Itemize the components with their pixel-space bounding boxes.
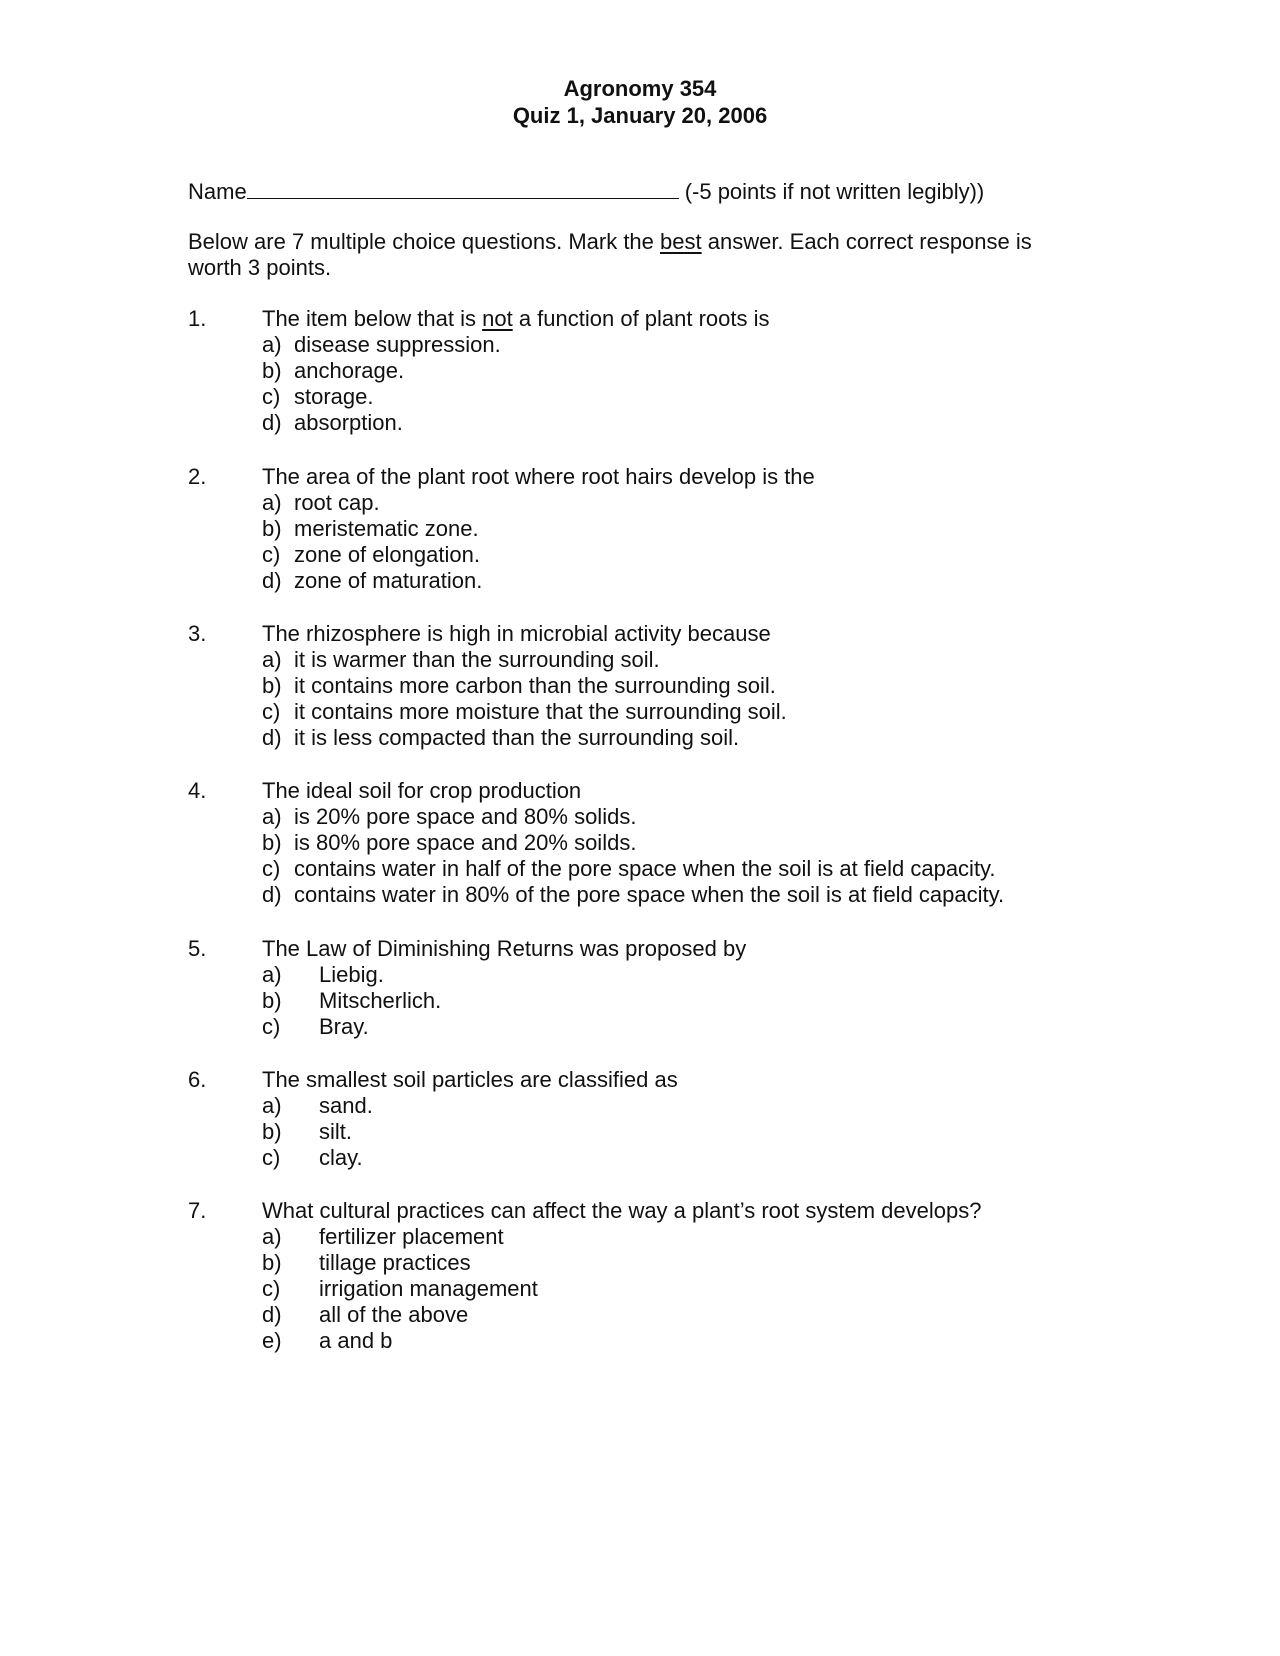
option-text: sand. (319, 1093, 373, 1118)
question-body (262, 306, 770, 436)
option-label: b) (262, 1119, 282, 1144)
option-c[interactable] (262, 699, 787, 725)
instructions (188, 229, 1088, 281)
option-label: b) (262, 516, 282, 541)
option-c[interactable] (262, 542, 815, 568)
option-label: c) (262, 384, 281, 409)
question-stem: The ideal soil for crop production (262, 778, 582, 803)
question-number: 4. (188, 778, 207, 803)
option-d[interactable] (262, 882, 1004, 908)
option-d[interactable] (262, 1302, 981, 1328)
question-body (262, 778, 1004, 908)
option-b[interactable] (262, 358, 770, 384)
option-text: storage. (294, 384, 374, 409)
option-b[interactable] (262, 1250, 981, 1276)
option-label: b) (262, 1250, 282, 1275)
option-label: a) (262, 962, 282, 987)
option-label: a) (262, 1093, 282, 1118)
option-d[interactable] (262, 725, 787, 751)
option-label: b) (262, 358, 282, 383)
option-a[interactable] (262, 804, 1004, 830)
name-blank-line[interactable] (247, 178, 679, 199)
course-title: Agronomy 354 (563, 76, 717, 101)
stem-emphasis: not (482, 306, 513, 331)
option-c[interactable] (262, 856, 1004, 882)
option-text: absorption. (294, 410, 403, 435)
stem-text: The item below that is (262, 306, 483, 331)
option-text: Mitscherlich. (319, 988, 442, 1013)
option-b[interactable] (262, 830, 1004, 856)
instructions-part1: Below are 7 multiple choice questions. Mark the (188, 229, 661, 254)
option-label: c) (262, 1014, 281, 1039)
option-a[interactable] (262, 1093, 678, 1119)
option-c[interactable] (262, 1145, 678, 1171)
option-text: is 80% pore space and 20% soilds. (294, 830, 637, 855)
option-a[interactable] (262, 332, 770, 358)
name-row (188, 178, 984, 205)
question-stem (262, 306, 770, 332)
option-label: c) (262, 856, 281, 881)
option-text: zone of elongation. (294, 542, 480, 567)
option-text: contains water in half of the pore space when the soil is at field capacity. (294, 856, 996, 881)
option-text: it is warmer than the surrounding soil. (294, 647, 660, 672)
option-text: tillage practices (319, 1250, 471, 1275)
option-label: b) (262, 988, 282, 1013)
instructions-emphasis: best (660, 229, 702, 254)
option-label: d) (262, 1302, 282, 1327)
question-number: 5. (188, 936, 207, 961)
question-number: 2. (188, 464, 207, 489)
question-number: 7. (188, 1198, 207, 1223)
question-stem: The smallest soil particles are classified as (262, 1067, 678, 1092)
option-c[interactable] (262, 1014, 746, 1040)
option-label: a) (262, 1224, 282, 1249)
option-text: disease suppression. (294, 332, 501, 357)
option-d[interactable] (262, 410, 770, 436)
option-b[interactable] (262, 516, 815, 542)
option-label: d) (262, 882, 282, 907)
option-label: a) (262, 332, 282, 357)
option-text: zone of maturation. (294, 568, 483, 593)
option-text: anchorage. (294, 358, 405, 383)
option-label: e) (262, 1328, 282, 1353)
question-stem: The rhizosphere is high in microbial activity because (262, 621, 771, 646)
option-text: contains water in 80% of the pore space when the soil is at field capacity. (294, 882, 1005, 907)
quiz-title: Quiz 1, January 20, 2006 (512, 103, 768, 128)
question-body (262, 936, 746, 1040)
question-body (262, 1067, 678, 1171)
option-text: Liebig. (319, 962, 384, 987)
option-text: is 20% pore space and 80% solids. (294, 804, 637, 829)
stem-text: a function of plant roots is (512, 306, 770, 331)
option-c[interactable] (262, 1276, 981, 1302)
option-label: a) (262, 804, 282, 829)
option-text: all of the above (319, 1302, 469, 1327)
question-body (262, 464, 815, 594)
option-text: it contains more carbon than the surrounding soil. (294, 673, 776, 698)
option-label: a) (262, 490, 282, 515)
option-a[interactable] (262, 490, 815, 516)
question-number: 3. (188, 621, 207, 646)
option-label: c) (262, 1276, 281, 1301)
option-text: a and b (319, 1328, 393, 1353)
option-text: it contains more moisture that the surrounding soil. (294, 699, 787, 724)
option-text: meristematic zone. (294, 516, 479, 541)
option-b[interactable] (262, 988, 746, 1014)
option-b[interactable] (262, 673, 787, 699)
name-label: Name (188, 179, 247, 204)
question-number: 1. (188, 306, 207, 331)
option-text: clay. (319, 1145, 363, 1170)
option-label: c) (262, 699, 281, 724)
option-label: d) (262, 410, 282, 435)
option-label: c) (262, 1145, 281, 1170)
option-text: fertilizer placement (319, 1224, 504, 1249)
option-text: irrigation management (319, 1276, 538, 1301)
option-text: silt. (319, 1119, 352, 1144)
option-text: root cap. (294, 490, 380, 515)
option-label: d) (262, 725, 282, 750)
option-a[interactable] (262, 962, 746, 988)
option-label: c) (262, 542, 281, 567)
option-a[interactable] (262, 1224, 981, 1250)
option-b[interactable] (262, 1119, 678, 1145)
question-stem: The area of the plant root where root hairs develop is the (262, 464, 815, 489)
option-label: a) (262, 647, 282, 672)
instructions-part2: answer. Each correct response is worth 3 points. (188, 229, 1032, 280)
option-a[interactable] (262, 647, 787, 673)
question-body (262, 1198, 981, 1354)
option-label: d) (262, 568, 282, 593)
option-d[interactable] (262, 568, 815, 594)
option-label: b) (262, 830, 282, 855)
option-text: Bray. (319, 1014, 369, 1039)
option-label: b) (262, 673, 282, 698)
question-stem: What cultural practices can affect the way a plant’s root system develops? (262, 1198, 982, 1223)
question-number: 6. (188, 1067, 207, 1092)
question-body (262, 621, 787, 751)
option-text: it is less compacted than the surrounding soil. (294, 725, 740, 750)
option-c[interactable] (262, 384, 770, 410)
option-e[interactable] (262, 1328, 981, 1354)
question-stem: The Law of Diminishing Returns was proposed by (262, 936, 747, 961)
name-note: (-5 points if not written legibly)) (684, 179, 985, 204)
